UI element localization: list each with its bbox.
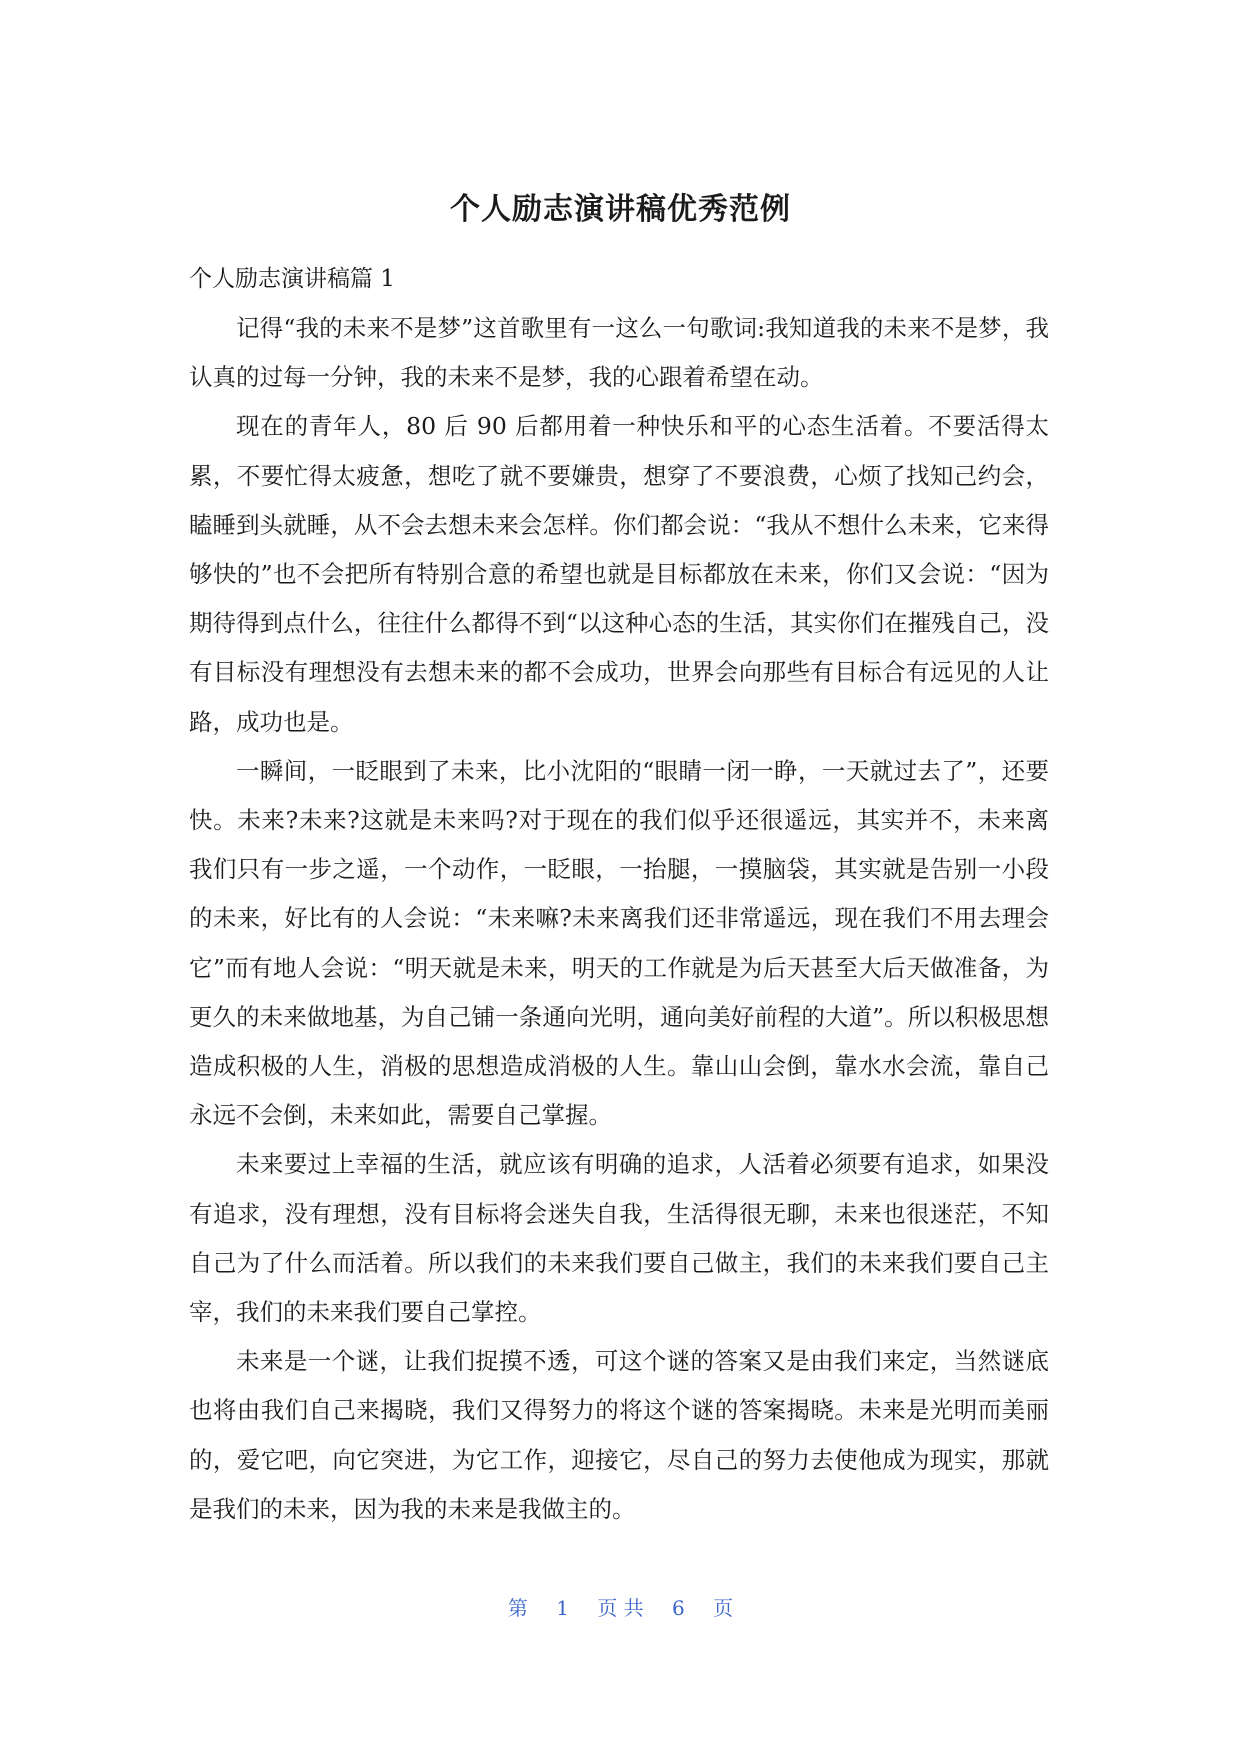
page-footer xyxy=(0,1592,1241,1621)
paragraph: 未来是一个谜，让我们捉摸不透，可这个谜的答案又是由我们来定，当然谜底也将由我们自己来揭晓，我们又得努力的将这个谜的答案揭晓。未来是光明而美丽的，爱它吧，向它突进，为它工作，迎接它，尽自己的努力去使他成为现实，那就是我们的未来，因为我的未来是我做主的。 xyxy=(189,1347,1049,1523)
footer-page-label: 第 xyxy=(507,1596,528,1620)
document-title: 个人励志演讲稿优秀范例 xyxy=(450,192,791,227)
paragraph: 一瞬间，一眨眼到了未来，比小沈阳的“眼睛一闭一睁，一天就过去了”，还要快。未来?未来?这就是未来吗?对于现在的我们似乎还很遥远，其实并不，未来离我们只有一步之遥，一个动作，一眨眼，一抬腿，一摸脑袋，其实就是告别一小段的未来，好比有的人会说：“未来嘛?未来离我们还非常遥远，现在我们不用去理会它”而有地人会说：“明天就是未来，明天的工作就是为后天甚至大后天做准备，为更久的未来做地基，为自己铺一条通向光明，通向美好前程的大道”。所以积极思想造成积极的人生，消极的思想造成消极的人生。靠山山会倒，靠水水会流，靠自己永远不会倒，未来如此，需要自己掌握。 xyxy=(189,756,1049,1130)
document-body xyxy=(189,254,1049,1534)
footer-total-pages: 6 xyxy=(672,1596,685,1620)
footer-current-page: 1 xyxy=(556,1596,569,1620)
footer-pages-label: 页 xyxy=(713,1596,734,1620)
paragraph: 现在的青年人，80 后 90 后都用着一种快乐和平的心态生活着。不要活得太累，不要忙得太疲惫，想吃了就不要嫌贵，想穿了不要浪费，心烦了找知己约会，瞌睡到头就睡，从不会去想未来会怎样。你们都会说：“我从不想什么未来，它来得够快的”也不会把所有特别合意的希望也就是目标都放在未来，你们又会说：“因为期待得到点什么，往往什么都得不到“以这种心态的生活，其实你们在摧残自己，没有目标没有理想没有去想未来的都不会成功，世界会向那些有目标合有远见的人让路，成功也是。 xyxy=(189,412,1049,736)
paragraph: 未来要过上幸福的生活，就应该有明确的追求，人活着必须要有追求，如果没有追求，没有理想，没有目标将会迷失自我，生活得很无聊，未来也很迷茫，不知自己为了什么而活着。所以我们的未来我们要自己做主，我们的未来我们要自己主宰，我们的未来我们要自己掌控。 xyxy=(189,1150,1049,1327)
section-heading: 个人励志演讲稿篇 1 xyxy=(189,266,395,292)
paragraph: 记得“我的未来不是梦”这首歌里有一这么一句歌词:我知道我的未来不是梦，我认真的过每一分钟，我的未来不是梦，我的心跟着希望在动。 xyxy=(189,314,1049,392)
footer-of-label: 页 共 xyxy=(597,1596,644,1620)
